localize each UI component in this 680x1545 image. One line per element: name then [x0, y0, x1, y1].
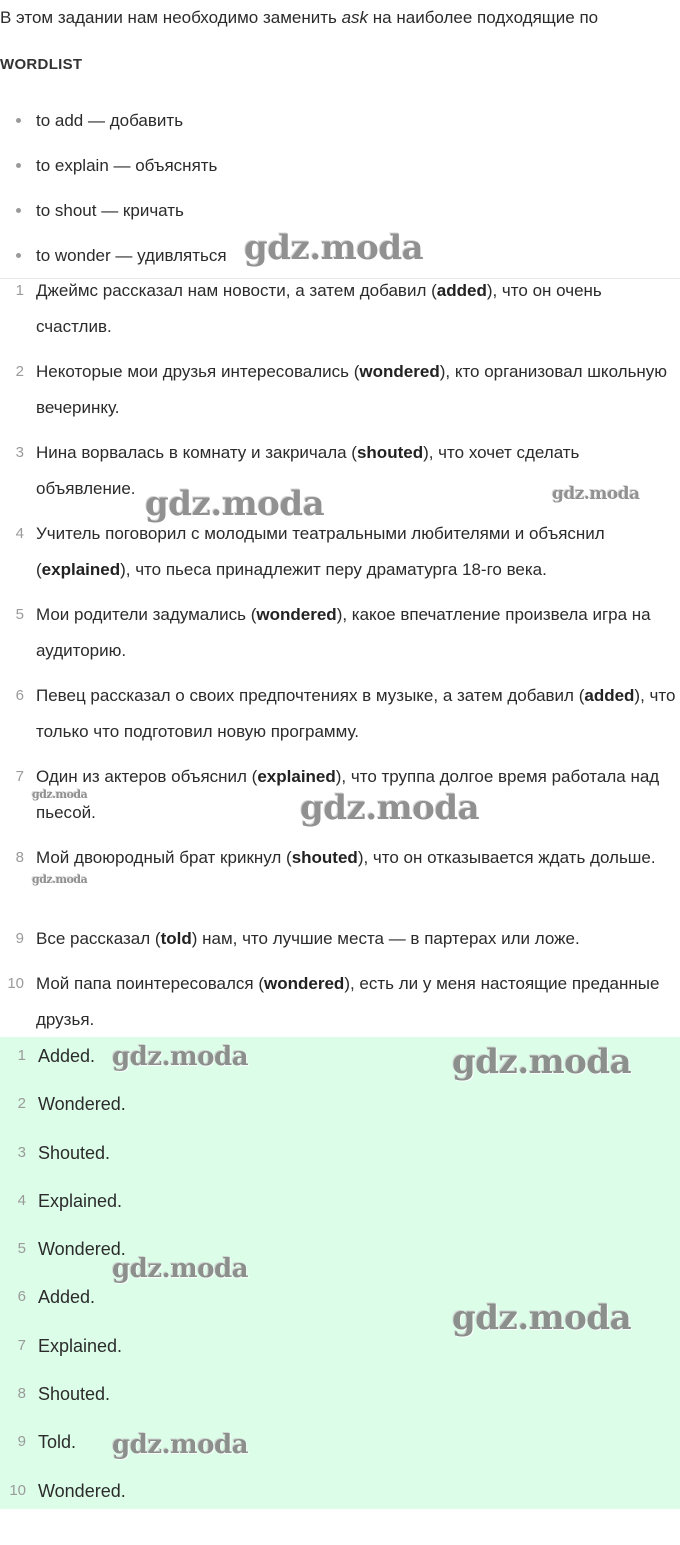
sentence-item: 5 Мои родители задумались (wondered), какое впечатление произвела игра на аудиторию. [0, 597, 680, 678]
sentence-item: 3 Нина ворвалась в комнату и закричала (shouted), что хочет сделать объявление. [0, 435, 680, 516]
watermark: gdz.moda [112, 1430, 249, 1460]
sentence-item: 6 Певец рассказал о своих предпочтениях в музыке, а затем добавил (added), что только что подготовил новую программу. [0, 678, 680, 759]
item-number: 2 [17, 1095, 26, 1113]
answer-item [0, 1472, 680, 1520]
item-number: 10 [9, 1481, 26, 1499]
wordlist-item-text: to wonder — удивляться [36, 246, 227, 265]
item-number: 9 [15, 930, 24, 947]
answer-word: explained [41, 560, 121, 579]
sentence-item: 4 Учитель поговорил с молодыми театральными любителями и объяснил (explained), что пьеса принадлежит перу драматурга 18-го века. [0, 516, 680, 597]
item-number: 3 [15, 444, 24, 461]
answer-text: Wondered. [38, 1239, 126, 1260]
answer-word: wondered [256, 605, 337, 624]
answer-text: Explained. [38, 1335, 123, 1356]
answer-text: Explained. [38, 1190, 123, 1211]
answer-word: wondered [359, 362, 440, 381]
bullet-icon [16, 208, 21, 213]
intro-prefix: В этом задании нам необходимо заменить [0, 8, 342, 27]
item-number: 7 [15, 768, 24, 785]
watermark: gdz.moda [32, 788, 88, 801]
item-number: 5 [17, 1240, 26, 1258]
bullet-icon [16, 253, 21, 258]
answer-list [0, 1037, 680, 1520]
watermark: gdz.moda [452, 1042, 632, 1082]
item-number: 8 [15, 849, 24, 866]
answer-item [0, 1375, 680, 1423]
sentence-item: 10 Мой папа поинтересовался (wondered), есть ли у меня настоящие преданные друзья. [0, 966, 680, 1038]
answer-word: added [436, 281, 487, 300]
answer-item [0, 1230, 680, 1278]
item-number: 1 [15, 282, 24, 299]
watermark: gdz.moda [552, 484, 640, 504]
answer-word: shouted [291, 848, 358, 867]
answer-text: Wondered. [38, 1480, 126, 1501]
intro-emph: ask [341, 8, 369, 27]
answer-item [0, 1423, 680, 1471]
answer-item [0, 1085, 680, 1133]
answers-block [0, 1037, 680, 1509]
sentence-list [0, 273, 680, 1038]
item-number: 1 [17, 1047, 26, 1064]
wordlist [0, 98, 227, 278]
answer-text: Told. [38, 1432, 77, 1453]
sentence-item: 9 Все рассказал (told) нам, что лучшие места — в партерах или ложе. [0, 921, 680, 966]
answer-word: added [584, 686, 635, 705]
item-number: 8 [17, 1385, 26, 1403]
wordlist-item-text: to explain — объяснять [36, 156, 218, 175]
answer-item [0, 1134, 680, 1182]
item-number: 7 [17, 1336, 26, 1354]
answer-text: Added. [38, 1046, 96, 1066]
wordlist-item [0, 233, 227, 278]
intro-suffix: на наиболее подходящие по [368, 8, 599, 27]
answer-text: Shouted. [38, 1384, 111, 1405]
watermark: gdz.moda [112, 1254, 249, 1284]
item-number: 3 [17, 1143, 26, 1161]
watermark: gdz.moda [244, 228, 424, 268]
wordlist-item [0, 188, 227, 233]
item-number: 6 [15, 687, 24, 704]
watermark: gdz.moda [300, 788, 480, 828]
sentence-item: 8 Мой двоюродный брат крикнул (shouted), что он отказывается ждать дольше. [0, 840, 680, 921]
answer-text: Shouted. [38, 1142, 111, 1163]
answer-word: shouted [356, 443, 424, 462]
item-number: 9 [17, 1433, 26, 1451]
answer-item [0, 1182, 680, 1230]
wordlist-item-text: to shout — кричать [36, 201, 184, 220]
sentence-item: 2 Некоторые мои друзья интересовались (wondered), кто организовал школьную вечеринку. [0, 354, 680, 435]
wordlist-title: WORDLIST [0, 56, 83, 73]
watermark: gdz.moda [145, 484, 325, 524]
watermark: gdz.moda [32, 873, 88, 886]
intro-text [0, 4, 680, 40]
item-number: 6 [17, 1288, 26, 1306]
wordlist-item [0, 98, 227, 143]
sentence-item: 7 Один из актеров объяснил (explained), что труппа долгое время работала над пьесой. [0, 759, 680, 840]
item-number: 5 [15, 606, 24, 623]
answer-text: Added. [38, 1287, 96, 1308]
watermark: gdz.moda [112, 1042, 249, 1072]
answer-text: Wondered. [38, 1094, 126, 1115]
watermark: gdz.moda [452, 1298, 632, 1338]
item-number: 10 [7, 975, 24, 992]
wordlist-item [0, 143, 227, 188]
answer-word: explained [257, 767, 336, 786]
bullet-icon [16, 163, 21, 168]
answer-word: wondered [264, 974, 345, 993]
wordlist-item-text: to add — добавить [36, 111, 184, 130]
answer-word: told [160, 929, 192, 948]
item-number: 4 [17, 1191, 26, 1209]
item-number: 2 [15, 363, 24, 380]
item-number: 4 [15, 525, 24, 542]
sentence-item: 1 Джеймс рассказал нам новости, а затем добавил (added), что он очень счастлив. [0, 273, 680, 354]
bullet-icon [16, 118, 21, 123]
